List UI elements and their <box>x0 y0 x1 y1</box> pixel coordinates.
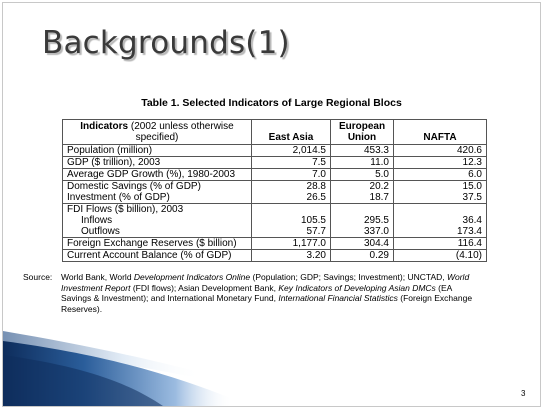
row-label-line1: FDI Flows ($ billion), 2003 <box>67 204 184 215</box>
source-label: Source: <box>23 272 53 282</box>
row-sublabel-outflows: Outflows <box>81 226 120 237</box>
header-indicators-label: Indicators <box>80 121 129 132</box>
value-inflows: 36.4 <box>462 215 482 226</box>
value-line1: 15.0 <box>462 181 482 192</box>
cell-east-asia: 1,177.0 <box>252 238 331 250</box>
cell-nafta: 420.6 <box>394 145 487 157</box>
cell-east-asia: 3.20 <box>252 250 331 262</box>
page-number: 3 <box>521 389 526 398</box>
cell-east-asia: 2,014.5 <box>252 145 331 157</box>
cell-eu: 0.29 <box>331 250 394 262</box>
value-line1: 28.8 <box>306 181 326 192</box>
source-ifs: International Financial Statistics <box>278 293 398 304</box>
header-indicators-note: (2002 unless otherwise specified) <box>130 121 234 143</box>
cell-nafta: 116.4 <box>394 238 487 250</box>
cell-east-asia: 7.5 <box>252 157 331 169</box>
source-wir: World Investment Report <box>61 272 470 293</box>
row-label: Current Account Balance (% of GDP) <box>63 250 252 262</box>
source-part5: (Foreign Exchange Reserves). <box>61 293 473 314</box>
row-sublabel-inflows: Inflows <box>81 215 113 226</box>
value-line2: 18.7 <box>369 192 389 203</box>
row-label: Population (million) <box>63 145 252 157</box>
source-wdi: Development Indicators Online <box>133 272 251 282</box>
value-line1: 20.2 <box>369 181 389 192</box>
value-outflows: 173.4 <box>456 226 482 237</box>
decorative-swoosh <box>3 3 540 406</box>
value-inflows: 105.5 <box>300 215 326 226</box>
slide <box>2 2 541 407</box>
row-label-line1: Domestic Savings (% of GDP) <box>67 181 201 192</box>
cell-eu: 5.0 <box>331 169 394 181</box>
row-label-line2: Investment (% of GDP) <box>67 192 170 203</box>
cell-eu: 453.3 <box>331 145 394 157</box>
slide-title: Backgrounds(1) <box>42 25 290 61</box>
cell-eu: 11.0 <box>331 157 394 169</box>
cell-eu: 304.4 <box>331 238 394 250</box>
value-line2: 26.5 <box>306 192 326 203</box>
table-caption: Table 1. Selected Indicators of Large Regional Blocs <box>141 97 402 109</box>
row-label: Average GDP Growth (%), 1980-2003 <box>63 169 252 181</box>
header-eu-line1: European <box>338 121 386 132</box>
cell-east-asia: 7.0 <box>252 169 331 181</box>
header-east-asia: East Asia <box>252 120 331 145</box>
source-part2: (Population; GDP; Savings; Investment); UNCTAD, <box>250 272 447 282</box>
source-kidmc: Key Indicators of Developing Asian DMCs <box>278 282 436 293</box>
value-outflows: 337.0 <box>363 226 389 237</box>
row-label: Foreign Exchange Reserves ($ billion) <box>63 238 252 250</box>
value-line2: 37.5 <box>462 192 482 203</box>
cell-nafta: (4.10) <box>394 250 487 262</box>
source-part1: World Bank, World <box>61 272 134 282</box>
cell-nafta: 6.0 <box>394 169 487 181</box>
value-outflows: 57.7 <box>306 226 326 237</box>
source-part4: (EA Savings & Investment); and International Monetary Fund, <box>61 282 452 304</box>
cell-nafta: 12.3 <box>394 157 487 169</box>
source-part3: (FDI flows); Asian Development Bank, <box>130 282 279 293</box>
header-eu-line2: Union <box>347 132 377 143</box>
value-inflows: 295.5 <box>363 215 389 226</box>
row-label: GDP ($ trillion), 2003 <box>63 157 252 169</box>
header-nafta: NAFTA <box>394 120 487 145</box>
